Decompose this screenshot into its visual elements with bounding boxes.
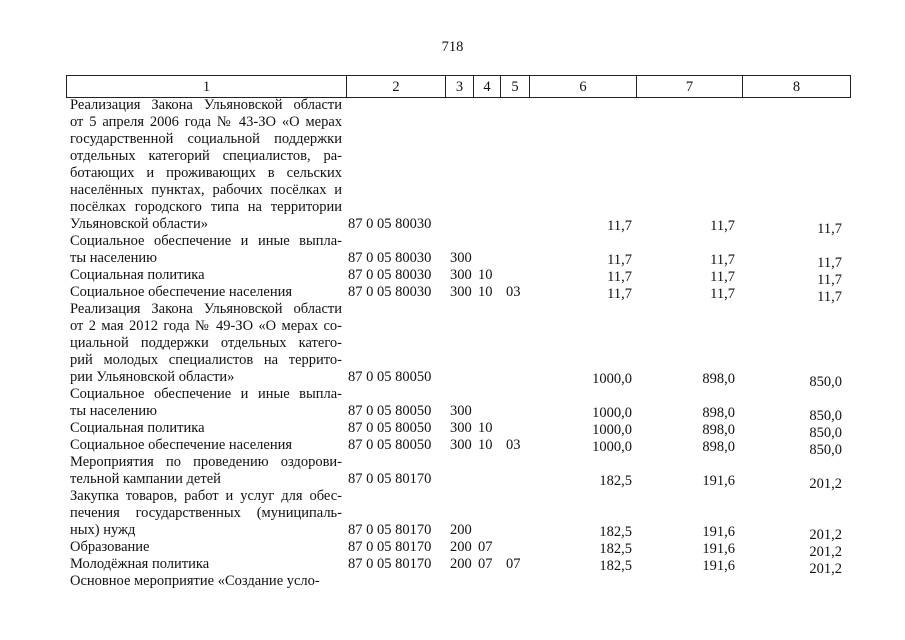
row-name-line: Социальная политика xyxy=(70,420,205,436)
row-name xyxy=(70,267,342,284)
row-vr: 200 xyxy=(450,522,472,538)
row-value-2024: 1000,0 xyxy=(592,405,632,421)
row-vr: 300 xyxy=(450,284,472,300)
row-value-2025: 191,6 xyxy=(702,473,735,489)
row-value-2025: 898,0 xyxy=(702,405,735,421)
row-name-line: Социальное обеспечение и иные выпла- xyxy=(70,386,342,402)
header-col-1: 1 xyxy=(66,75,347,98)
row-name-line: государственной социальной поддержки xyxy=(70,131,342,147)
row-name-line: Социальное обеспечение населения xyxy=(70,284,293,300)
row-name xyxy=(70,420,342,437)
row-value-2025: 11,7 xyxy=(710,252,735,268)
header-col-5: 5 xyxy=(501,75,530,98)
row-code: 87 0 05 80170 xyxy=(348,471,432,487)
row-value-2026: 850,0 xyxy=(809,408,842,424)
row-section: 10 xyxy=(478,420,493,436)
row-name xyxy=(70,284,342,301)
row-vr: 300 xyxy=(450,437,472,453)
header-col-2: 2 xyxy=(347,75,446,98)
row-value-2024: 182,5 xyxy=(599,558,632,574)
row-name xyxy=(70,556,342,573)
row-value-2024: 182,5 xyxy=(599,473,632,489)
row-value-2026: 201,2 xyxy=(809,561,842,577)
row-vr: 200 xyxy=(450,539,472,555)
row-code: 87 0 05 80030 xyxy=(348,284,432,300)
row-name-line: ботающих и проживающих в сельских xyxy=(70,165,342,181)
row-subsection: 03 xyxy=(506,284,521,300)
row-code: 87 0 05 80030 xyxy=(348,267,432,283)
row-name-line: рии Ульяновской области» xyxy=(70,369,235,385)
row-name-line: Социальное обеспечение и иные выпла- xyxy=(70,233,342,249)
row-vr: 300 xyxy=(450,250,472,266)
row-name-line: Реализация Закона Ульяновской области xyxy=(70,301,342,317)
row-name-line: ты населению xyxy=(70,403,157,419)
row-value-2026: 201,2 xyxy=(809,527,842,543)
row-code: 87 0 05 80050 xyxy=(348,420,432,436)
row-value-2026: 201,2 xyxy=(809,544,842,560)
row-name xyxy=(70,386,342,420)
header-col-7: 7 xyxy=(637,75,743,98)
row-name-line: Образование xyxy=(70,539,150,555)
row-value-2025: 898,0 xyxy=(702,422,735,438)
row-value-2026: 850,0 xyxy=(809,425,842,441)
row-subsection: 07 xyxy=(506,556,521,572)
row-vr: 300 xyxy=(450,403,472,419)
row-vr: 300 xyxy=(450,420,472,436)
page-number: 718 xyxy=(441,39,464,55)
header-col-3: 3 xyxy=(446,75,474,98)
row-name-line: населённых пунктах, рабочих посёлках и xyxy=(70,182,342,198)
row-name xyxy=(70,539,342,556)
row-value-2024: 11,7 xyxy=(607,252,632,268)
row-code: 87 0 05 80050 xyxy=(348,403,432,419)
row-section: 07 xyxy=(478,539,493,555)
row-section: 07 xyxy=(478,556,493,572)
row-name-line: Молодёжная политика xyxy=(70,556,210,572)
row-value-2024: 1000,0 xyxy=(592,422,632,438)
row-name-line: Социальная политика xyxy=(70,267,205,283)
row-value-2025: 898,0 xyxy=(702,439,735,455)
row-name-line: Основное мероприятие «Создание усло- xyxy=(70,573,320,589)
row-name xyxy=(70,97,342,233)
row-name-line: Реализация Закона Ульяновской области xyxy=(70,97,342,113)
row-name-line: ных) нужд xyxy=(70,522,136,538)
row-name-line: Закупка товаров, работ и услуг для обес- xyxy=(70,488,342,504)
row-subsection: 03 xyxy=(506,437,521,453)
row-value-2025: 191,6 xyxy=(702,541,735,557)
row-value-2024: 182,5 xyxy=(599,541,632,557)
row-code: 87 0 05 80050 xyxy=(348,369,432,385)
row-value-2026: 850,0 xyxy=(809,374,842,390)
row-name xyxy=(70,488,342,539)
row-value-2025: 11,7 xyxy=(710,269,735,285)
row-code: 87 0 05 80170 xyxy=(348,522,432,538)
row-name-line: ты населению xyxy=(70,250,157,266)
header-col-4: 4 xyxy=(474,75,501,98)
row-name-line: тельной кампании детей xyxy=(70,471,221,487)
row-code: 87 0 05 80050 xyxy=(348,437,432,453)
row-vr: 300 xyxy=(450,267,472,283)
row-value-2026: 11,7 xyxy=(817,221,842,237)
row-value-2025: 11,7 xyxy=(710,286,735,302)
row-value-2024: 182,5 xyxy=(599,524,632,540)
row-value-2024: 1000,0 xyxy=(592,439,632,455)
row-section: 10 xyxy=(478,284,493,300)
row-value-2026: 850,0 xyxy=(809,442,842,458)
row-value-2024: 11,7 xyxy=(607,286,632,302)
row-value-2025: 191,6 xyxy=(702,558,735,574)
row-value-2024: 1000,0 xyxy=(592,371,632,387)
row-name xyxy=(70,301,342,386)
header-col-6: 6 xyxy=(530,75,637,98)
row-code: 87 0 05 80030 xyxy=(348,216,432,232)
row-value-2025: 11,7 xyxy=(710,218,735,234)
row-name-line: рий молодых специалистов на террито- xyxy=(70,352,342,368)
row-section: 10 xyxy=(478,437,493,453)
row-code: 87 0 05 80170 xyxy=(348,539,432,555)
row-code: 87 0 05 80030 xyxy=(348,250,432,266)
row-value-2025: 191,6 xyxy=(702,524,735,540)
row-value-2026: 11,7 xyxy=(817,272,842,288)
row-name-line: печения государственных (муниципаль- xyxy=(70,505,342,521)
row-name-line: отдельных категорий специалистов, ра- xyxy=(70,148,342,164)
row-section: 10 xyxy=(478,267,493,283)
row-name xyxy=(70,233,342,267)
row-value-2024: 11,7 xyxy=(607,218,632,234)
row-value-2024: 11,7 xyxy=(607,269,632,285)
row-name-line: циальной поддержки отдельных катего- xyxy=(70,335,342,351)
row-name-line: Ульяновской области» xyxy=(70,216,209,232)
header-col-8: 8 xyxy=(743,75,851,98)
row-name-line: от 5 апреля 2006 года № 43-ЗО «О мерах xyxy=(70,114,342,130)
table-header xyxy=(66,75,851,98)
row-value-2026: 11,7 xyxy=(817,289,842,305)
row-vr: 200 xyxy=(450,556,472,572)
row-name-line: посёлках городского типа на территории xyxy=(70,199,342,215)
row-name xyxy=(70,437,342,454)
row-name-line: Мероприятия по проведению оздорови- xyxy=(70,454,342,470)
row-code: 87 0 05 80170 xyxy=(348,556,432,572)
row-name-line: Социальное обеспечение населения xyxy=(70,437,293,453)
row-value-2026: 11,7 xyxy=(817,255,842,271)
row-name-line: от 2 мая 2012 года № 49-ЗО «О мерах со- xyxy=(70,318,342,334)
row-name xyxy=(70,573,342,590)
row-value-2026: 201,2 xyxy=(809,476,842,492)
row-value-2025: 898,0 xyxy=(702,371,735,387)
row-name xyxy=(70,454,342,488)
